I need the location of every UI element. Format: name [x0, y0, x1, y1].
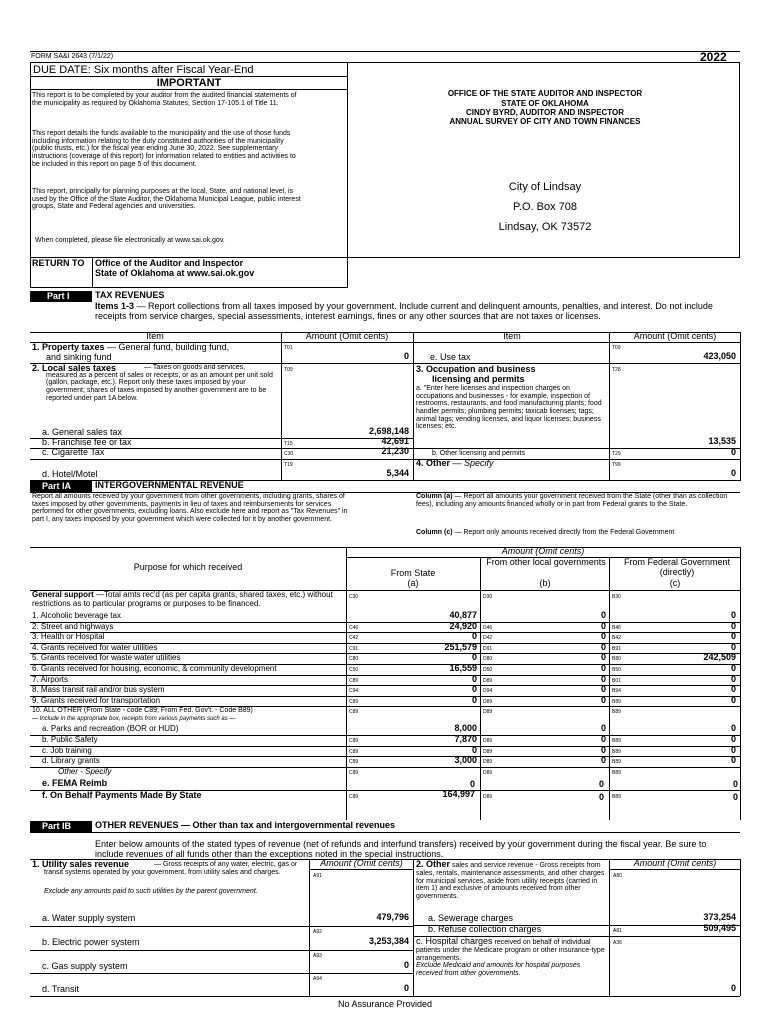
row-rule-cigarette [30, 459, 414, 460]
use-tax-label: e. Use tax [430, 352, 471, 362]
property-taxes-value: 0 [403, 351, 409, 361]
utility-sales-label: 1. Utility sales revenue [32, 859, 130, 869]
ig-subrow-code: D89 [483, 759, 493, 765]
ig-row-code: D42 [483, 635, 493, 641]
ig-row-value-a: 0 [471, 684, 477, 694]
water-supply-value: 479,796 [376, 912, 409, 922]
important-heading: IMPORTANT [156, 77, 222, 89]
col-amount-right: Amount (Omit cents) [633, 331, 717, 341]
ig-subrow-value-c: 0 [730, 723, 736, 733]
cigarette-tax-value: 21,230 [381, 446, 409, 456]
ig-row-rule [30, 767, 740, 768]
ig-row-value-a: 251,579 [444, 642, 477, 652]
electric-power-label: b. Electric power system [42, 937, 140, 947]
po-box: P.O. Box 708 [512, 201, 577, 213]
ig-subrow-value-b: 0 [600, 755, 606, 765]
part-1-items-label: Items 1-3 [95, 301, 135, 311]
ig-subrow-value-c: 0 [730, 734, 736, 744]
ig-subrow-value-b: 0 [600, 734, 606, 744]
return-to-label: RETURN TO [32, 258, 85, 268]
intro-paragraph-3: This report, principally for planning purposes at the local, State, and national level, is used by the Office of the State Auditor, the Oklahoma Municipal League, public interest groups, State and Federal agencies and universities. [32, 188, 301, 211]
form-id: FORM SA&I 2643 (7/1/22) [31, 53, 114, 60]
ig-row-value-b: 0 [600, 695, 606, 705]
part-1a-instructions: Report all amounts received by your government from other governments, including grants, shares of taxes imposed by other governments, payments in lieu of taxes and reimbursements for services performed for other governments, excluding loans. Also exclude here and report as "Tax Revenues" in part I, any taxes imposed by your government which were collected for it by another government. [32, 493, 348, 524]
code-t01: T01 [284, 345, 293, 351]
use-tax-value: 423,050 [703, 351, 736, 361]
ig-row-value-b: 0 [600, 631, 606, 641]
part-1-title: TAX REVENUES [95, 290, 165, 300]
col-federal-sub: (c) [669, 578, 681, 588]
ig-subrow-value-b: 0 [600, 745, 606, 755]
local-sales-taxes-label: 2. Local sales taxes [32, 363, 117, 373]
ig-subrow-label: a. Parks and recreation (BOR or HUD) [42, 724, 179, 733]
file-electronically-note: When completed, please file electronically at www.sai.ok.gov. [35, 237, 225, 244]
occupation-licensing-label: 3. Occupation and business [416, 364, 536, 374]
ig-subrow-code: C89 [349, 749, 359, 755]
on-behalf-label: f. On Behalf Payments Made By State [42, 790, 202, 800]
transit-label: d. Transit [42, 984, 80, 994]
hotel-motel-label: d. Hotel/Motel [42, 469, 98, 479]
ig-row-value-a: 0 [471, 695, 477, 705]
ig-subrow-code: D89 [483, 749, 493, 755]
part-1b-divider-2 [413, 859, 414, 996]
important-rule [30, 89, 348, 90]
ig-row-value-a: 0 [471, 631, 477, 641]
fema-reimb-value-a: 0 [469, 779, 475, 789]
ig-row-code: C94 [349, 688, 359, 694]
franchise-fee-label: b. Franchise fee or tax [42, 437, 132, 447]
general-support-label: General support [32, 590, 94, 599]
all-other-code: C89 [349, 709, 359, 715]
part-1a-tag-text: Part IA [42, 481, 72, 491]
ig-row-label: 2. Street and highways [32, 622, 114, 631]
ig-row-value-c: 0 [730, 674, 736, 684]
ig-row-code: C91 [349, 646, 359, 652]
other-sales-desc: sales and service revenue - Gross receipts from sales, rentals, maintenance assessments, and other charges for municipal services, aside from utility receipts (carried in item 1) and exclusive of amounts received from other governments. [416, 862, 605, 900]
ig-subrow-code: B89 [612, 759, 621, 765]
ig-row-code: D89 [483, 678, 493, 684]
return-to-website: State of Oklahoma at www.sai.ok.gov [95, 268, 255, 278]
hospital-charges-desc: received on behalf of individual patients under the Medicare program or other insurance-type arrangements. [416, 939, 605, 962]
ig-subrow-value-a: 0 [471, 745, 477, 755]
ig-row-value-a: 40,877 [449, 610, 477, 620]
on-behalf-value-a: 164,997 [442, 789, 475, 799]
on-behalf-value-b: 0 [598, 792, 604, 802]
other-taxes-label [416, 459, 494, 469]
property-taxes-title: 1. Property taxes [32, 342, 105, 352]
ig-subrow-label: b. Public Safety [42, 735, 98, 744]
ig-subrow-value-a: 3,000 [454, 755, 477, 765]
part-1-tag-text: Part I [47, 291, 70, 301]
col-federal: From Federal Government (directly) [623, 557, 731, 577]
hotel-motel-value: 5,344 [386, 468, 409, 478]
ig-row-label: 4. Grants received for water utilities [32, 643, 158, 652]
ig-subrow-value-a: 8,000 [454, 723, 477, 733]
ig-subrow-code: B89 [612, 749, 621, 755]
property-taxes-desc: — General fund, building fund, [104, 342, 230, 352]
fema-reimb-value-c: 0 [732, 779, 738, 789]
other-sales-label: 2. Other [416, 859, 451, 869]
utility-sales-exclude: Exclude any amounts paid to such utilities by the parent government. [44, 888, 258, 895]
ig-row-value-a: 24,920 [449, 621, 477, 631]
general-sales-tax-value: 2,698,148 [368, 426, 409, 436]
ig-row-code: D89 [483, 699, 493, 705]
ig-subrow-code: B89 [612, 738, 621, 744]
ig-row-code: D46 [483, 625, 493, 631]
ig-row-code: B01 [612, 678, 621, 684]
part-1-tag [30, 291, 92, 302]
code-a81: A81 [613, 928, 622, 934]
ig-row-code: D80 [483, 656, 493, 662]
on-behalf-code: B89 [612, 794, 621, 800]
part-1a-border-right [740, 547, 741, 820]
ig-row-code: B42 [612, 635, 621, 641]
cigarette-tax-label: c. Cigarette Tax [42, 447, 105, 457]
col-other-local: From other local governments [486, 557, 606, 567]
col-amount-left: Amount (Omit cents) [305, 331, 389, 341]
column-c-note [416, 529, 736, 537]
office-line-2: STATE OF OKLAHOMA [501, 99, 589, 108]
office-line-3: CINDY BYRD, AUDITOR AND INSPECTOR [465, 108, 625, 117]
all-other-code: B89 [612, 709, 621, 715]
city-state-zip: Lindsay, OK 73572 [498, 221, 592, 233]
due-date: DUE DATE: Six months after Fiscal Year-End [33, 64, 254, 76]
on-behalf-value-c: 0 [732, 792, 738, 802]
code-c30: C30 [284, 451, 294, 457]
ig-row-label: 8. Mass transit rail and/or bus system [32, 685, 165, 694]
ig-row-code: D50 [483, 667, 493, 673]
col-item-left: Item [146, 331, 164, 341]
other-specify-code: D89 [483, 770, 493, 776]
ig-row-value-c: 242,509 [703, 652, 736, 662]
col-item-right: Item [503, 331, 521, 341]
ig-row-value-b: 0 [600, 610, 606, 620]
part-1b-tag [30, 821, 92, 832]
part-1b-amount-header-right: Amount (Omit cents) [633, 858, 717, 868]
part-1b-border-right [740, 859, 741, 996]
ig-row-code: D91 [483, 646, 493, 652]
ig-row-value-c: 0 [730, 695, 736, 705]
ig-row-label: 9. Grants received for transportation [32, 696, 161, 705]
return-to-divider [92, 257, 93, 288]
part-1b-bottom [30, 996, 740, 997]
electric-power-value: 3,253,384 [368, 936, 409, 946]
ig-row-value-c: 0 [730, 631, 736, 641]
refuse-label: b. Refuse collection charges [428, 924, 542, 934]
part-1b-amount-rule-left [309, 869, 413, 870]
ig-row-code: D94 [483, 688, 493, 694]
ig-row-code: C89 [349, 678, 359, 684]
ig-row-label: 3. Health or Hospital [32, 632, 105, 641]
fema-reimb-label: e. FEMA Reimb [42, 778, 108, 788]
column-a-note [416, 493, 736, 508]
part-1b-amount-header-left: Amount (Omit cents) [320, 858, 403, 868]
code-t09-left: T09 [284, 367, 293, 373]
other-specify-code: B89 [612, 770, 621, 776]
part-1-instructions [95, 302, 735, 322]
code-t09-right: T09 [612, 345, 621, 351]
sewerage-label: a. Sewerage charges [428, 913, 514, 923]
ig-row-code: B46 [612, 625, 621, 631]
ig-subrow-label: c. Job training [42, 746, 92, 755]
ig-row-code: C80 [349, 656, 359, 662]
ig-row-code: B91 [612, 646, 621, 652]
code-a36: A36 [613, 940, 622, 946]
col-from-state: From State [390, 568, 436, 578]
ig-subrow-code: D89 [483, 738, 493, 744]
part-1b-divider-1 [309, 859, 310, 996]
ig-row-label: 1. Alcoholic beverage tax [32, 611, 121, 620]
hospital-charges-exclude: Exclude Medicaid and amounts for hospital purposes received from other governments. [416, 962, 581, 977]
transit-value: 0 [403, 983, 409, 993]
code-b30-gs: B30 [612, 594, 621, 600]
purpose-header: Purpose for which received [133, 562, 243, 572]
ig-row-value-a: 0 [471, 674, 477, 684]
other-licensing-value: 0 [730, 447, 736, 457]
ig-row-value-c: 0 [730, 610, 736, 620]
col-from-state-sub: (a) [407, 578, 419, 588]
ig-row-value-b: 0 [600, 621, 606, 631]
hospital-charges-label: c. Hospital charges [416, 936, 493, 946]
code-t28: T28 [612, 367, 621, 373]
code-a80: A80 [613, 873, 622, 879]
ig-row-value-c: 0 [730, 684, 736, 694]
column-a-text: — Report all amounts your government received from the State (other than as collection fees), including any amounts financed wholly or in part from Federal grants to the State. [416, 493, 728, 508]
other-taxes-specify: — Specify [450, 458, 494, 468]
ig-row-value-c: 0 [730, 663, 736, 673]
intro-paragraph-1: This report is to be completed by your auditor from the audited financial statements of the municipality as required by Oklahoma Statutes, Section 17-105.1 of Title 11. [32, 92, 297, 107]
ig-row-code: C42 [349, 635, 359, 641]
ig-row-value-b: 0 [600, 652, 606, 662]
code-t15: T15 [284, 441, 293, 447]
code-t19: T19 [284, 462, 293, 468]
ig-row-code: C46 [349, 625, 359, 631]
occupation-licensing-value: 13,535 [708, 436, 736, 446]
ig-subrow-code: C89 [349, 738, 359, 744]
other-specify-label: Other - Specify [58, 767, 112, 776]
local-sales-taxes-desc: — Taxes on goods and services, measured as a percent of sales or receipts, or as an amount per unit sold (gallon, package, etc.). Report only these taxes imposed by your government; shares of taxes imposed by another government are to be reported under part 1A below. [46, 364, 273, 402]
ig-subrow-value-b: 0 [600, 723, 606, 733]
code-a92: A92 [313, 929, 322, 935]
return-to-office: Office of the Auditor and Inspector [95, 258, 244, 268]
on-behalf-code: D89 [483, 794, 493, 800]
office-line-4: ANNUAL SURVEY OF CITY AND TOWN FINANCES [449, 117, 641, 126]
intro-paragraph-2: This report details the funds available to the municipality and the use of those funds including information relating to the duty constituted authorities of the municipality (public trusts, etc.) for the fiscal year ending June 30, 2022. See supplementary instructions (coverage of this report) for information related to entities and activities to be included in this report on page 5 of this document. [32, 130, 296, 168]
part-1b-instructions: Enter below amounts of the stated types of revenue (net of refunds and interfund transfers) received by your government during the fiscal year. Be sure to include revenues of all funds other than the exceptions noted in the special instructions. [95, 839, 707, 859]
code-t99: T99 [612, 462, 621, 468]
part-1a-title: INTERGOVERNMENTAL REVENUE [95, 480, 244, 490]
other-sales-service [416, 860, 606, 901]
general-support [32, 591, 344, 609]
footer-note: No Assurance Provided [337, 999, 433, 1009]
hospital-charges-value: 0 [730, 983, 736, 993]
franchise-fee-value: 42,691 [381, 436, 409, 446]
ig-row-value-c: 0 [730, 621, 736, 631]
occupation-licensing-label-2: licensing and permits [432, 374, 525, 384]
code-t29: T29 [612, 451, 621, 457]
gas-supply-value: 0 [403, 960, 409, 970]
sewerage-value: 373,254 [703, 912, 736, 922]
code-a91: A91 [313, 873, 322, 879]
other-taxes-title: 4. Other [416, 458, 451, 468]
part-1a-tag [30, 481, 92, 492]
occupation-licensing-desc: a. "Enter here licenses and inspection charges on occupations and businesses - for example, inspection of restrooms, restaurants, and food manufacturing plants; food handler permits; plumbing permits; taxicab licenses; tags; animal tags; vending licenses, and liquor licenses; business licenses; etc. [416, 385, 602, 431]
ig-row-code: C89 [349, 699, 359, 705]
ig-row-value-b: 0 [600, 674, 606, 684]
column-c-text: — Report only amounts received directly from the Federal Government [452, 529, 675, 536]
part-1-instructions-text: — Report collections from all taxes imposed by your government. Include current and delinquent amounts, penalties, and interest. Do not include receipts from service charges, special assessments, interest earnings, fines or any other sources that are not taxes or licenses. [95, 301, 713, 321]
property-taxes-desc-2: and sinking fund [46, 352, 112, 362]
row-rule-water [30, 926, 414, 927]
col-other-local-sub: (b) [539, 578, 551, 588]
other-taxes-value: 0 [730, 468, 736, 478]
ig-subrow-value-c: 0 [730, 745, 736, 755]
other-specify-code: C89 [349, 770, 359, 776]
ig-row-code: B94 [612, 688, 621, 694]
ig-row-value-b: 0 [600, 684, 606, 694]
ig-subrow-value-a: 7,870 [454, 734, 477, 744]
ig-row-code: B50 [612, 667, 621, 673]
part-1-border-right [740, 332, 741, 481]
all-other-code: D89 [483, 709, 493, 715]
ig-row-label: 7. Airports [32, 675, 69, 684]
ig-subrow-code: C89 [349, 759, 359, 765]
part-1b-amount-rule-right [609, 869, 740, 870]
row-rule-electric [30, 950, 414, 951]
ig-row-code: B89 [612, 699, 621, 705]
ig-subrow-value-c: 0 [730, 755, 736, 765]
office-line-1: OFFICE OF THE STATE AUDITOR AND INSPECTOR [447, 89, 643, 98]
utility-sales-desc: — Gross receipts of any water, electric, gas or transit systems operated by your government, from utility sales and charges. [44, 861, 298, 876]
all-other-label: 10. ALL OTHER (From State - code C89; From Fed. Gov't. - Code B89) [32, 707, 253, 714]
other-licensing-label: b. Other licensing and permits [432, 450, 525, 457]
part-1a-amount-header: Amount (Omit cents) [501, 546, 585, 556]
ig-row-value-a: 0 [471, 652, 477, 662]
general-support-text: —Total amts rec'd (as per capita grants, shared taxes, etc.) without restrictions as to particular programs or purposes to be financed. [32, 590, 333, 608]
code-c30-gs: C30 [349, 594, 359, 600]
on-behalf-code: C89 [349, 794, 359, 800]
row-rule-gas [30, 973, 414, 974]
general-sales-tax-label: a. General sales tax [42, 427, 123, 437]
ig-row-label: 6. Grants received for housing, economic, & community development [32, 664, 277, 673]
part-1b-title: OTHER REVENUES — Other than tax and intergovernmental revenues [95, 820, 396, 830]
refuse-value: 509,495 [703, 923, 736, 933]
ig-row-value-b: 0 [600, 663, 606, 673]
fema-reimb-value-b: 0 [598, 779, 604, 789]
ig-row-value-b: 0 [600, 642, 606, 652]
hospital-charges [416, 937, 606, 978]
all-other-note: — Include in the appropriate box, receipts from various payments such as — [32, 716, 236, 722]
ig-row-value-a: 16,559 [449, 663, 477, 673]
code-d30-gs: D30 [483, 594, 493, 600]
part-1b-tag-text: Part IB [42, 821, 72, 831]
part-1b-title-rule [30, 832, 740, 833]
ig-subrow-label: d. Library grants [42, 756, 100, 765]
ig-row-label: 5. Grants received for waste water utilities [32, 653, 181, 662]
ig-row-code: C50 [349, 667, 359, 673]
report-year: 2022 [700, 50, 727, 64]
top-rule [30, 51, 740, 52]
code-a93: A93 [313, 953, 322, 959]
code-a94: A94 [313, 976, 322, 982]
city-name: City of Lindsay [508, 181, 582, 193]
ig-row-code: B80 [612, 656, 621, 662]
column-a-label: Column (a) [416, 493, 453, 500]
column-c-label: Column (c) [416, 529, 453, 536]
ig-row-value-c: 0 [730, 642, 736, 652]
gas-supply-label: c. Gas supply system [42, 961, 128, 971]
water-supply-label: a. Water supply system [42, 913, 136, 923]
